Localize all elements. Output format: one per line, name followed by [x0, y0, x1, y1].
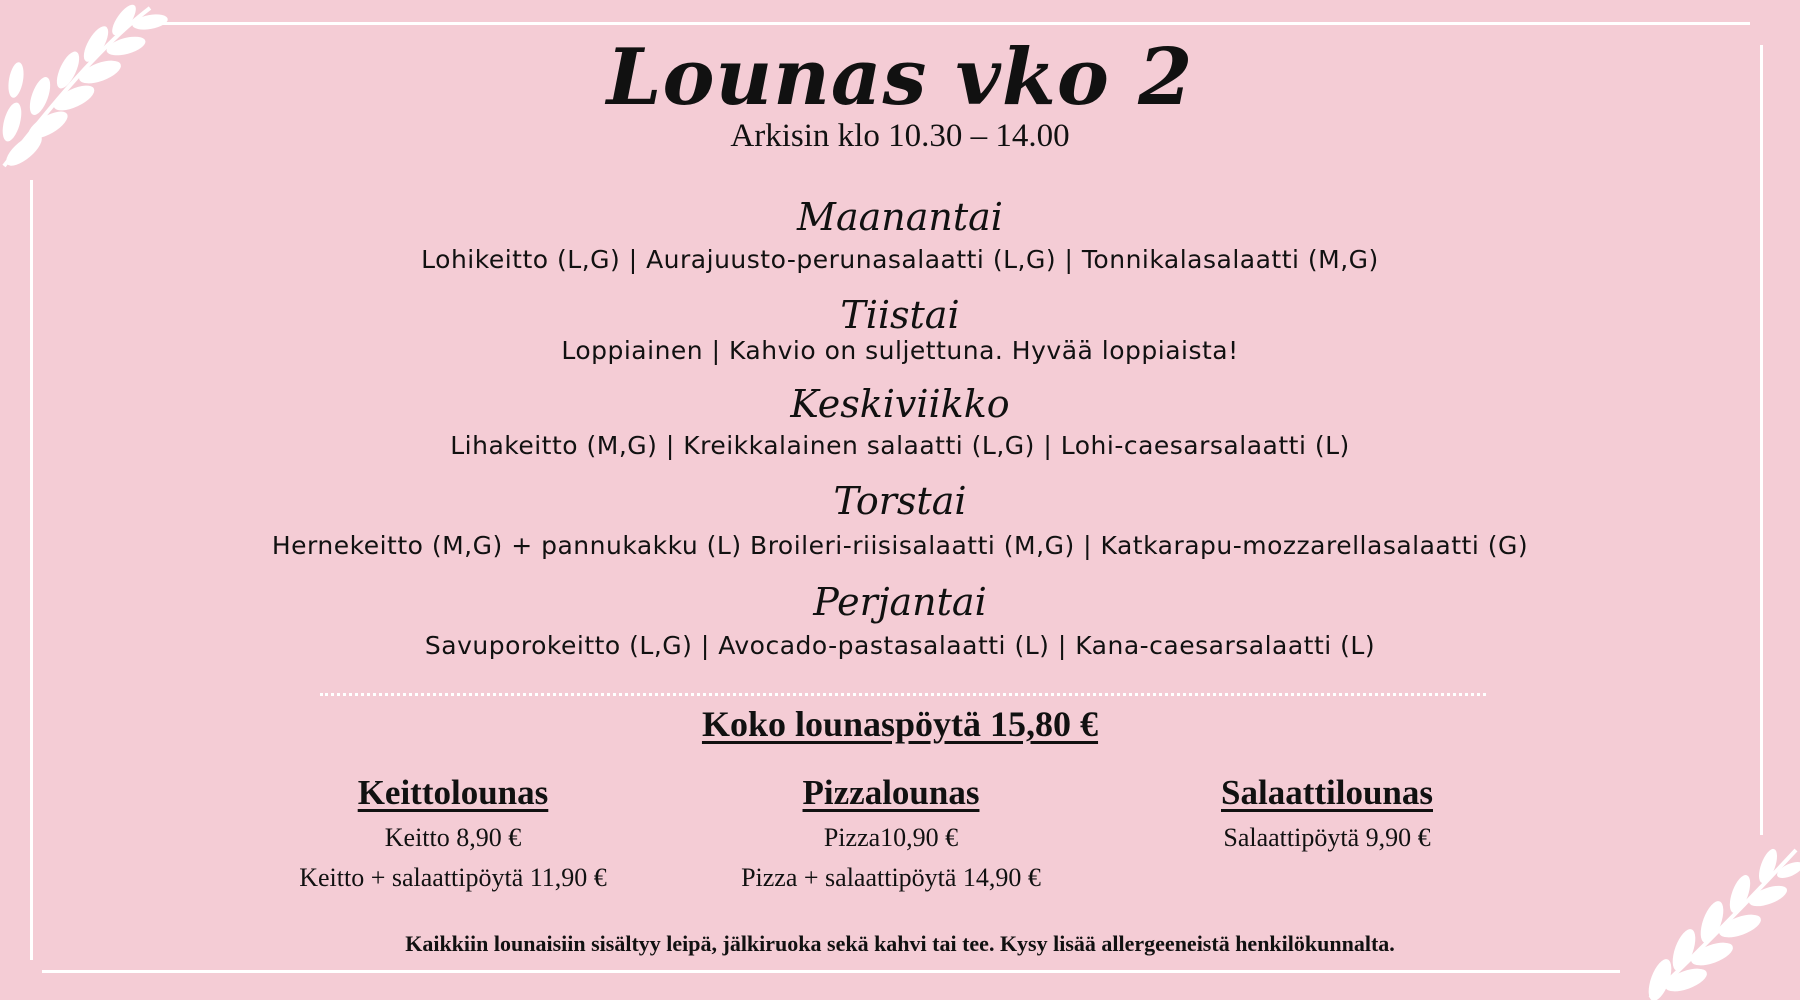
- leaf-branch-icon: [1620, 830, 1800, 1000]
- option-title: [203, 768, 703, 818]
- full-buffet-price-text: Koko lounaspöytä 15,80 €: [701, 704, 1099, 744]
- day-heading-tuesday: Tiistai: [840, 293, 960, 337]
- option-title-text: Keittolounas: [357, 773, 549, 812]
- option-title-text: Pizzalounas: [802, 773, 980, 812]
- option-salad-lunch: [1077, 768, 1577, 858]
- frame-bottom-line: [42, 970, 1620, 973]
- option-soup-lunch: [203, 768, 703, 898]
- day-dishes-friday: Savuporokeitto (L,G) | Avocado-pastasalaatti (L) | Kana-caesarsalaatti (L): [424, 631, 1376, 660]
- page-title: Lounas vko 2: [606, 32, 1194, 123]
- day-dishes-tuesday: Loppiainen | Kahvio on suljettuna. Hyvää loppiaista!: [561, 336, 1239, 365]
- footer-note: Kaikkiin lounaisiin sisältyy leipä, jälkiruoka sekä kahvi tai tee. Kysy lisää allergeeneistä henkilökunnalta.: [405, 931, 1395, 956]
- option-title: [1077, 768, 1577, 818]
- day-heading-friday: Perjantai: [813, 580, 987, 624]
- dotted-divider: [320, 693, 1486, 696]
- day-heading-thursday: Torstai: [833, 479, 967, 523]
- opening-hours: Arkisin klo 10.30 – 14.00: [730, 118, 1070, 154]
- option-title-text: Salaattilounas: [1221, 773, 1433, 812]
- option-price-line: Pizza + salaattipöytä 14,90 €: [741, 863, 1041, 892]
- day-dishes-monday: Lohikeitto (L,G) | Aurajuusto-perunasalaatti (L,G) | Tonnikalasalaatti (M,G): [421, 245, 1379, 274]
- frame-top-line: [155, 22, 1750, 25]
- day-dishes-thursday: Hernekeitto (M,G) + pannukakku (L) Broileri-riisisalaatti (M,G) | Katkarapu-mozzarellasalaatti (G): [271, 531, 1529, 560]
- option-price-line: Keitto + salaattipöytä 11,90 €: [299, 863, 607, 892]
- day-dishes-wednesday: Lihakeitto (M,G) | Kreikkalainen salaatti (L,G) | Lohi-caesarsalaatti (L): [450, 431, 1350, 460]
- option-title: [641, 768, 1141, 818]
- option-pizza-lunch: [641, 768, 1141, 898]
- option-price-line: Salaattipöytä 9,90 €: [1223, 823, 1431, 852]
- day-heading-wednesday: Keskiviikko: [790, 382, 1010, 426]
- option-price-line: Keitto 8,90 €: [384, 823, 522, 852]
- option-price-line: Pizza10,90 €: [823, 823, 959, 852]
- day-heading-monday: Maanantai: [797, 195, 1003, 239]
- full-buffet-price: [0, 700, 1800, 748]
